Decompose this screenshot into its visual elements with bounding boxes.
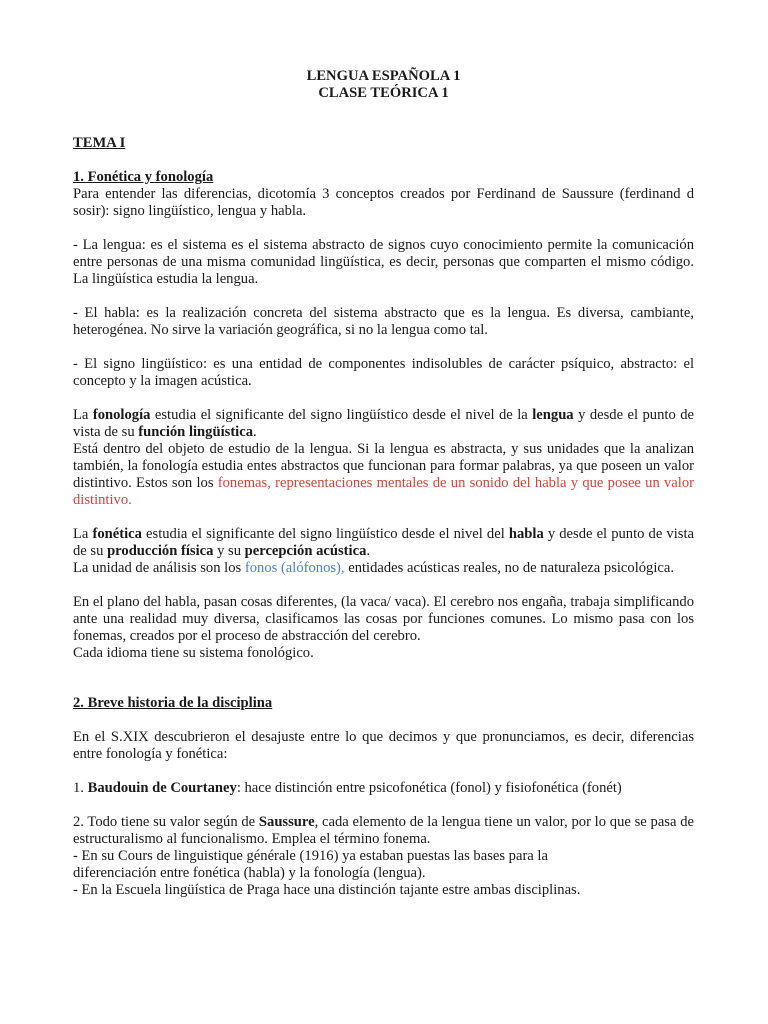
document-title: LENGUA ESPAÑOLA 1 (306, 68, 461, 84)
document-page (73, 68, 694, 899)
saussure-item: 2. Todo tiene su valor según de Saussure, cada elemento de la lengua tiene un valor, por lo que se pasa de estructuralismo al funcionalismo. Emplea el término fonema. (73, 814, 694, 847)
habla-term: habla (508, 526, 544, 542)
idioma-paragraph: Cada idioma tiene su sistema fonológico. (73, 645, 314, 661)
fonetica-term: fonética (92, 526, 142, 542)
lengua-term: lengua (532, 407, 574, 423)
produccion-fisica-term: producción física (107, 543, 214, 559)
funcion-linguistica-term: función lingüística (138, 424, 254, 440)
section1-intro: Para entender las diferencias, dicotomía 3 conceptos creados por Ferdinand de Saussure (ferdinand d sosir): signo lingüístico, lengua y habla. (73, 186, 694, 219)
baudouin-item: 1. Baudouin de Courtaney: hace distinción entre psicofonética (fonol) y fisiofonética (fonét) (73, 780, 622, 796)
tema-heading: TEMA I (73, 135, 126, 151)
document-subtitle: CLASE TEÓRICA 1 (318, 85, 449, 101)
section2-intro: En el S.XIX descubrieron el desajuste entre lo que decimos y que pronunciamos, es decir, diferencias entre fonología y fonética: (73, 729, 694, 762)
signo-paragraph: - El signo lingüístico: es una entidad de componentes indisolubles de carácter psíquico, abstracto: el concepto y la imagen acústica. (73, 356, 694, 389)
fonologia-detail: Está dentro del objeto de estudio de la lengua. Si la lengua es abstracta, y sus unidades que la analizan también, la fonología estudia entes abstractos que funcionan para formar palabras, ya que poseen un valor distintivo. Estos son los fonemas, representaciones mentales de un sonido del habla y que posee un valor distintivo. (73, 441, 694, 508)
fonetica-paragraph: La fonética estudia el significante del signo lingüístico desde el nivel del habla y desde el punto de vista de su producción física y su percepción acústica. (73, 526, 694, 559)
habla-paragraph: - El habla: es la realización concreta del sistema abstracto que es la lengua. Es diversa, cambiante, heterogénea. No sirve la variación geográfica, si no la lengua como tal. (73, 305, 694, 338)
section1-heading: 1. Fonética y fonología (73, 169, 214, 185)
cours-line: - En su Cours de linguistique générale (1916) ya estaban puestas las bases para la (73, 848, 548, 864)
fonemas-highlight: fonemas, representaciones mentales de un sonido del habla y que posee un valor distintivo. (73, 475, 694, 508)
fonologia-term: fonología (92, 407, 151, 423)
section2-heading: 2. Breve historia de la disciplina (73, 695, 273, 711)
saussure-name: Saussure (258, 814, 315, 830)
fonos-highlight: fonos (alófonos), (244, 560, 345, 576)
lengua-paragraph: - La lengua: es el sistema es el sistema abstracto de signos cuyo conocimiento permite la comunicación entre personas de una misma comunidad lingüística, es decir, personas que comparten el mismo código. La lingüística estudia la lengua. (73, 237, 694, 287)
baudouin-name: Baudouin de Courtaney (87, 780, 237, 796)
plano-paragraph: En el plano del habla, pasan cosas diferentes, (la vaca/ vaca). El cerebro nos engaña, trabaja simplificando ante una realidad muy diversa, clasificamos las cosas por funciones comunes. Lo mismo pasa con los fonemas, creados por el proceso de abstracción del cerebro. (73, 594, 694, 644)
praga-line: - En la Escuela lingüística de Praga hace una distinción tajante estre ambas disciplinas. (73, 882, 581, 898)
diferenciacion-line: diferenciación entre fonética (habla) y la fonología (lengua). (73, 865, 426, 881)
fonetica-detail: La unidad de análisis son los fonos (alófonos), entidades acústicas reales, no de naturaleza psicológica. (73, 560, 675, 576)
fonologia-paragraph: La fonología estudia el significante del signo lingüístico desde el nivel de la lengua y desde el punto de vista de su función lingüística. (73, 407, 694, 440)
percepcion-acustica-term: percepción acústica (244, 543, 367, 559)
